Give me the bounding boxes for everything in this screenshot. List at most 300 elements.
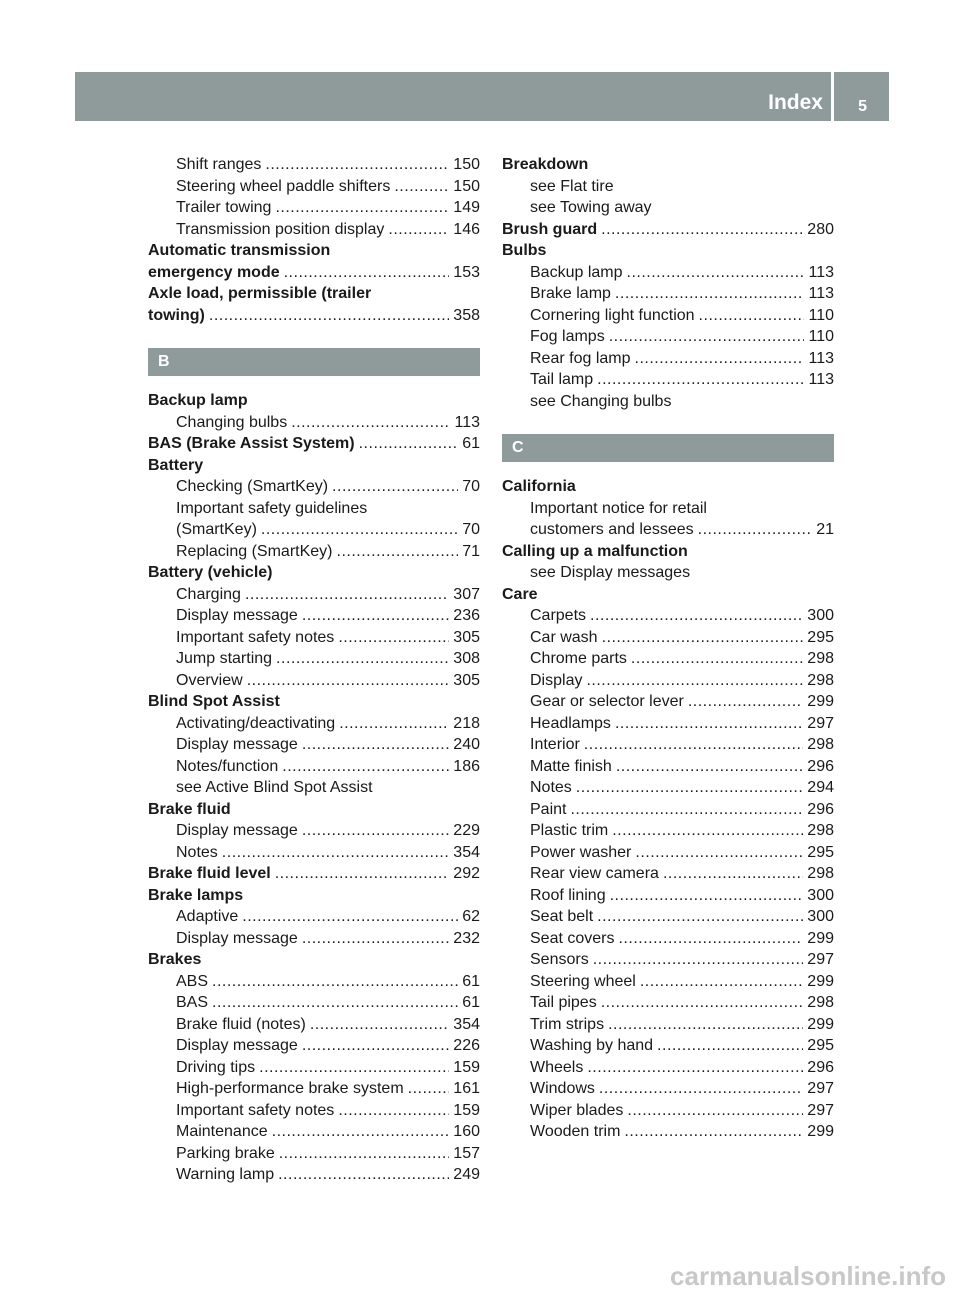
index-entry [148,283,480,305]
dot-leader [339,713,449,735]
index-subentry[interactable] [502,369,834,391]
page-reference[interactable]: 229 [453,822,480,839]
page-reference[interactable]: 240 [453,736,480,753]
entry-text: Adaptive [176,908,239,925]
index-subentry[interactable] [502,348,834,370]
page-reference[interactable]: 71 [462,542,480,560]
entry-text: Charging [176,585,241,603]
page-reference[interactable]: 298 [807,994,834,1011]
page-reference[interactable]: 159 [453,1101,480,1119]
index-subentry[interactable] [148,928,480,950]
dot-leader [265,154,449,176]
dot-leader [657,1035,803,1057]
entry-text: (SmartKey) [176,521,257,538]
dot-leader [597,906,803,928]
dot-leader [291,412,450,434]
dot-leader [282,756,449,778]
index-subentry[interactable] [148,1121,480,1143]
index-subentry[interactable] [148,605,480,627]
page-reference[interactable]: 358 [453,306,480,324]
dot-leader [624,1121,803,1143]
index-subentry[interactable] [148,670,480,692]
entry-text: Activating/deactivating [176,714,336,732]
index-subentry[interactable] [502,713,834,735]
page-reference[interactable]: 354 [453,1015,480,1033]
index-subentry[interactable] [148,154,480,176]
entry-text: Display message [176,607,298,624]
entry-text: Transmission position display [176,220,385,238]
entry-text: Maintenance [176,1123,268,1140]
page-reference[interactable]: 62 [462,908,480,925]
index-subentry[interactable] [148,713,480,735]
page-reference[interactable]: 308 [453,650,480,667]
page-reference[interactable]: 160 [453,1123,480,1140]
dot-leader [242,906,458,928]
page-reference[interactable]: 294 [807,779,834,796]
page-reference[interactable]: 21 [816,521,834,538]
page-header [75,72,889,121]
dot-leader [259,1057,449,1079]
entry-text: Brake fluid level [148,865,271,882]
entry-text: Carpets [530,607,587,624]
page-reference[interactable]: 296 [807,800,834,818]
entry-text: Trim strips [530,1015,605,1033]
page-reference[interactable]: 298 [807,671,834,689]
spacer [502,412,834,434]
index-subentry[interactable] [502,820,834,842]
entry-text: Bulbs [502,242,547,259]
index-entry[interactable] [148,433,480,455]
entry-text: Brake lamp [530,285,611,302]
index-subentry[interactable] [148,197,480,219]
entry-text: Tail pipes [530,994,597,1011]
entry-text: Checking (SmartKey) [176,478,329,495]
index-subentry[interactable] [148,541,480,563]
dot-leader [618,928,803,950]
index-subentry[interactable] [502,519,834,541]
page-reference[interactable]: 298 [807,822,834,839]
dot-leader [279,1143,450,1165]
watermark: carmanualsonline.info [670,1261,946,1291]
dot-leader [601,992,804,1014]
dot-leader [310,1014,449,1036]
dot-leader [635,842,803,864]
entry-text: Jump starting [176,650,273,667]
index-subentry[interactable] [148,176,480,198]
entry-text: Display [530,671,583,689]
entry-text: Rear fog lamp [530,349,631,367]
index-subentry[interactable] [148,476,480,498]
dot-leader [245,584,449,606]
index-subentry[interactable] [148,627,480,649]
dot-leader [247,670,450,692]
spacer [502,462,834,476]
index-subentry[interactable] [148,1164,480,1186]
index-subentry [502,562,834,584]
page-reference[interactable]: 236 [453,607,480,624]
index-subentry[interactable] [502,734,834,756]
dot-leader [608,1014,803,1036]
entry-text: Parking brake [176,1144,275,1162]
page-reference[interactable]: 297 [807,714,834,732]
page-reference[interactable]: 232 [453,929,480,947]
page-reference[interactable]: 299 [807,693,834,710]
index-entry [502,541,834,563]
index-entry[interactable] [148,305,480,327]
entry-text: Seat covers [530,929,615,947]
index-entry [148,455,480,477]
page-reference[interactable]: 249 [453,1166,480,1183]
entry-text: Brake fluid [148,800,231,818]
dot-leader [615,283,805,305]
entry-text: Chrome parts [530,650,627,667]
index-subentry[interactable] [148,734,480,756]
entry-text: Display message [176,822,298,839]
dot-leader [698,519,813,541]
page-reference[interactable]: 226 [453,1037,480,1054]
index-subentry [502,498,834,520]
dot-leader [601,219,803,241]
index-subentry[interactable] [148,842,480,864]
dot-leader [278,1164,449,1186]
index-subentry[interactable] [502,326,834,348]
index-subentry[interactable] [502,1057,834,1079]
page-reference[interactable]: 146 [453,220,480,238]
spacer [148,326,480,348]
dot-leader [586,670,803,692]
dot-leader [593,949,804,971]
dot-leader [302,1035,449,1057]
page-reference[interactable]: 297 [807,1101,834,1119]
entry-text: Blind Spot Assist [148,693,280,710]
index-subentry[interactable] [502,1014,834,1036]
index-subentry[interactable] [148,1143,480,1165]
dot-leader [699,305,805,327]
index-subentry[interactable] [502,906,834,928]
header-divider [831,72,834,121]
index-subentry[interactable] [502,283,834,305]
index-subentry[interactable] [502,1100,834,1122]
dot-leader [688,691,803,713]
dot-leader [584,734,804,756]
dot-leader [627,262,805,284]
index-subentry[interactable] [502,1035,834,1057]
page-reference[interactable]: 307 [453,585,480,603]
index-subentry[interactable] [502,627,834,649]
entry-text: Important notice for retail [530,499,707,517]
page-reference[interactable]: 295 [807,1037,834,1054]
index-subentry[interactable] [502,648,834,670]
dot-leader [276,648,449,670]
page-reference[interactable]: 300 [807,908,834,925]
page-reference[interactable]: 113 [808,371,834,388]
entry-text: Notes [530,779,572,796]
index-subentry[interactable] [148,906,480,928]
page-reference[interactable]: 298 [807,865,834,882]
entry-text: Gear or selector lever [530,693,684,710]
dot-leader [302,928,449,950]
dot-leader [616,756,803,778]
page-reference[interactable]: 113 [808,349,834,367]
entry-text: customers and lessees [530,521,694,538]
page-reference[interactable]: 150 [453,156,480,173]
entry-text: Backup lamp [530,263,623,281]
page-reference[interactable]: 150 [453,177,480,195]
entry-text: Washing by hand [530,1037,654,1054]
index-subentry [502,391,834,413]
index-subentry[interactable] [502,971,834,993]
entry-text: Steering wheel [530,972,636,990]
index-subentry[interactable] [148,1035,480,1057]
page-reference[interactable]: 297 [807,951,834,968]
index-subentry[interactable] [148,219,480,241]
page-reference[interactable]: 299 [807,972,834,990]
entry-text: Brush guard [502,220,598,238]
index-entry [148,390,480,412]
entry-text: Warning lamp [176,1166,275,1183]
dot-leader [597,369,804,391]
entry-text: Tail lamp [530,371,594,388]
index-subentry[interactable] [502,799,834,821]
index-subentry[interactable] [502,949,834,971]
dot-leader [612,820,803,842]
index-subentry[interactable] [502,1078,834,1100]
index-subentry[interactable] [148,1078,480,1100]
index-subentry[interactable] [502,1121,834,1143]
dot-leader [590,605,803,627]
entry-text: Interior [530,736,580,753]
page-reference[interactable]: 153 [453,263,480,281]
index-subentry [502,197,834,219]
dot-leader [275,863,450,885]
entry-text: Headlamps [530,714,611,732]
page-reference[interactable]: 298 [807,736,834,753]
index-subentry[interactable] [148,971,480,993]
index-entry [502,476,834,498]
index-subentry[interactable] [502,756,834,778]
entry-text: Display message [176,1037,298,1054]
entry-text: Windows [530,1080,595,1097]
page-reference[interactable]: 305 [453,671,480,689]
index-subentry[interactable] [502,885,834,907]
entry-text: Notes/function [176,757,279,775]
index-entry[interactable] [148,863,480,885]
entry-text: see Active Blind Spot Assist [176,779,373,796]
entry-text: Changing bulbs [176,413,288,431]
page-reference[interactable]: 299 [807,929,834,947]
dot-leader [640,971,803,993]
index-subentry[interactable] [148,584,480,606]
page-reference[interactable]: 218 [453,714,480,732]
page-reference[interactable]: 295 [807,628,834,646]
page-reference[interactable]: 297 [807,1080,834,1097]
entry-text: Calling up a malfunction [502,542,688,560]
page-reference[interactable]: 61 [462,972,480,990]
entry-text: towing) [148,306,205,324]
entry-text: Important safety notes [176,1101,335,1119]
index-subentry[interactable] [148,1100,480,1122]
dot-leader [587,1057,803,1079]
entry-text: Seat belt [530,908,594,925]
dot-leader [663,863,803,885]
index-subentry[interactable] [502,863,834,885]
entry-text: Driving tips [176,1058,256,1076]
index-subentry [148,777,480,799]
entry-text: Matte finish [530,757,612,775]
entry-text: Rear view camera [530,865,659,882]
entry-text: see Towing away [530,199,652,216]
entry-text: Automatic transmission [148,242,331,259]
entry-text: Axle load, permissible (trailer [148,285,372,302]
dot-leader [338,627,449,649]
entry-text: Wiper blades [530,1101,624,1119]
page-reference[interactable]: 299 [807,1015,834,1033]
spacer [148,376,480,390]
page-reference[interactable]: 186 [453,757,480,775]
page-reference[interactable]: 354 [453,843,480,861]
page-reference[interactable]: 159 [453,1058,480,1076]
entry-text: High-performance brake system [176,1080,404,1097]
index-subentry[interactable] [502,992,834,1014]
index-subentry[interactable] [502,842,834,864]
dot-leader [337,541,459,563]
dot-leader [599,1078,803,1100]
index-entry [148,562,480,584]
index-subentry[interactable] [148,1057,480,1079]
entry-text: Important safety guidelines [176,499,368,517]
entry-text: Display message [176,736,298,753]
index-subentry[interactable] [148,519,480,541]
entry-text: Paint [530,800,567,818]
page-reference[interactable]: 149 [453,199,480,216]
index-subentry[interactable] [148,992,480,1014]
entry-text: emergency mode [148,263,280,281]
section-letter-header: C [502,434,834,462]
index-subentry[interactable] [502,777,834,799]
page-reference[interactable]: 70 [462,521,480,538]
page-reference[interactable]: 161 [453,1080,480,1097]
index-entry [148,799,480,821]
dot-leader [615,713,803,735]
entry-text: Plastic trim [530,822,609,839]
page-reference[interactable]: 292 [453,865,480,882]
index-subentry[interactable] [502,691,834,713]
index-entry [148,240,480,262]
page-reference[interactable]: 157 [453,1144,480,1162]
page-reference[interactable]: 110 [808,328,834,345]
index-subentry[interactable] [148,1014,480,1036]
dot-leader [394,176,449,198]
page-reference[interactable]: 113 [808,263,834,281]
page-reference[interactable]: 113 [808,285,834,302]
page-number: 5 [858,98,867,115]
dot-leader [275,197,449,219]
index-entry [148,885,480,907]
page-reference[interactable]: 298 [807,650,834,667]
page-reference[interactable]: 110 [808,306,834,324]
index-subentry[interactable] [148,412,480,434]
entry-text: Wheels [530,1058,584,1076]
index-subentry[interactable] [148,820,480,842]
index-subentry[interactable] [148,648,480,670]
dot-leader [302,605,449,627]
entry-text: BAS [176,994,209,1011]
page-reference[interactable]: 296 [807,1058,834,1076]
entry-text: Battery (vehicle) [148,564,273,581]
entry-text: Power washer [530,843,632,861]
dot-leader [261,519,458,541]
index-subentry[interactable] [502,605,834,627]
page-reference[interactable]: 295 [807,843,834,861]
index-entry[interactable] [148,262,480,284]
index-entry [502,584,834,606]
entry-text: see Flat tire [530,177,614,195]
dot-leader [570,799,803,821]
dot-leader [635,348,805,370]
index-entry[interactable] [502,219,834,241]
dot-leader [209,305,449,327]
dot-leader [212,971,458,993]
index-subentry[interactable] [148,756,480,778]
dot-leader [272,1121,450,1143]
index-column-right [502,154,834,1143]
dot-leader [302,820,449,842]
entry-text: California [502,478,576,495]
entry-text: Display message [176,929,298,947]
index-subentry[interactable] [502,262,834,284]
index-column-left [148,154,480,1186]
entry-text: Roof lining [530,886,606,904]
index-subentry[interactable] [502,305,834,327]
index-entry [502,240,834,262]
entry-text: Care [502,585,538,603]
dot-leader [602,627,804,649]
entry-text: Wooden trim [530,1123,621,1140]
dot-leader [212,992,458,1014]
dot-leader [388,219,449,241]
index-subentry [502,176,834,198]
entry-text: Overview [176,671,243,689]
index-entry [148,691,480,713]
index-subentry [148,498,480,520]
page-reference[interactable]: 280 [807,220,834,238]
page-reference[interactable]: 305 [453,628,480,646]
page-reference[interactable]: 70 [462,478,480,495]
entry-text: Brake fluid (notes) [176,1015,306,1033]
dot-leader [609,326,805,348]
section-title: Index [768,91,823,114]
page-reference[interactable]: 300 [807,886,834,904]
page-reference[interactable]: 61 [462,435,480,452]
page-reference[interactable]: 113 [454,413,480,431]
entry-text: Cornering light function [530,306,695,324]
index-entry [502,154,834,176]
entry-text: Important safety notes [176,628,335,646]
index-subentry[interactable] [502,670,834,692]
entry-text: Notes [176,843,218,861]
page-reference[interactable]: 299 [807,1123,834,1140]
entry-text: Brakes [148,951,202,968]
page-reference[interactable]: 296 [807,757,834,775]
page-reference[interactable]: 61 [462,994,480,1011]
page-reference[interactable]: 300 [807,607,834,624]
entry-text: Car wash [530,628,598,646]
dot-leader [338,1100,449,1122]
entry-text: see Changing bulbs [530,392,672,410]
entry-text: Shift ranges [176,156,262,173]
entry-text: Backup lamp [148,392,248,409]
index-subentry[interactable] [502,928,834,950]
